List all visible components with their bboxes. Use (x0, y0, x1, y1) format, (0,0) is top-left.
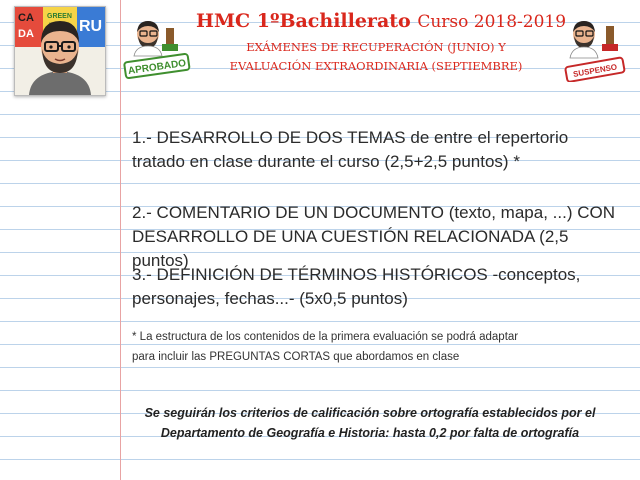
spelling-criteria-line-1: Se seguirán los criterios de calificación sobre ortografía establecidos por el (144, 406, 596, 420)
poster-text-5: RU (79, 18, 103, 35)
suspenso-sticker (560, 10, 632, 82)
subtitle-line-1: EXÁMENES DE RECUPERACIÓN (JUNIO) Y (246, 40, 506, 54)
exam-item-3 (132, 263, 622, 311)
avatar-illustration (15, 7, 105, 95)
exam-item-1-line-2: tratado en clase durante el curso (2,5+2,5 puntos) * (132, 152, 520, 171)
exam-item-1-line-1: 1.- DESARROLLO DE DOS TEMAS de entre el repertorio (132, 128, 569, 147)
spelling-criteria-note (120, 403, 620, 443)
suspenso-label: SUSPENSO (572, 62, 618, 79)
exam-item-2-line-1: 2.- COMENTARIO DE UN DOCUMENTO (texto, mapa, ...) CON (132, 203, 615, 222)
poster-text-2: DA (18, 28, 34, 40)
title-course: Curso 2018-2019 (417, 12, 567, 32)
footnote (132, 327, 602, 367)
subtitle-line-2: EVALUACIÓN EXTRAORDINARIA (SEPTIEMBRE) (229, 59, 523, 73)
aprobado-sticker (122, 12, 192, 80)
footnote-line-1: * La estructura de los contenidos de la primera evaluación se podrá adaptar (132, 331, 519, 343)
footnote-line-2: para incluir las PREGUNTAS CORTAS que abordamos en clase (132, 351, 460, 363)
poster-text-3: GREEN (47, 13, 72, 20)
exam-item-3-line-2: personajes, fechas...- (5x0,5 puntos) (132, 289, 408, 308)
aprobado-label: APROBADO (127, 57, 187, 78)
title-main: HMC 1ºBachillerato (196, 10, 411, 32)
exam-item-3-line-1: 3.- DEFINICIÓN DE TÉRMINOS HISTÓRICOS -conceptos, (132, 265, 581, 284)
exam-item-1 (132, 126, 622, 174)
spelling-criteria-line-2: Departamento de Geografía e Historia: hasta 0,2 por falta de ortografía (160, 426, 580, 440)
exam-item-2-line-2: DESARROLLO DE UNA CUESTIÓN RELACIONADA (2,5 puntos) (132, 227, 569, 270)
page-title (196, 10, 567, 32)
avatar (14, 6, 106, 96)
suspenso-stamp-icon (560, 10, 632, 82)
aprobado-stamp-icon (122, 12, 192, 80)
poster-text-1: CA (18, 12, 34, 24)
